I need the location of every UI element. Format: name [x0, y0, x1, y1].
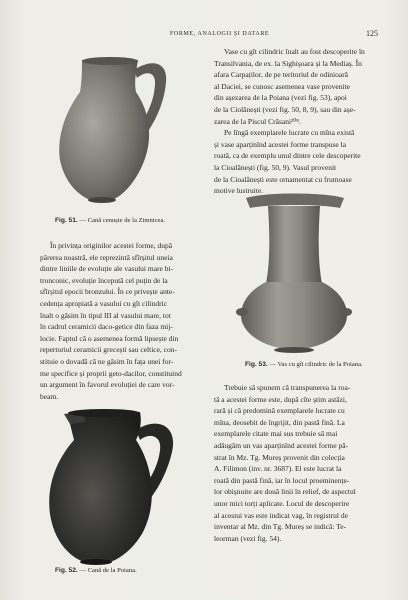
- text-line: dintre liniile de evoluție ale vasului mare bi-: [40, 264, 174, 274]
- gray-jug-image: [42, 48, 192, 208]
- text-line: motive lustruite.: [214, 186, 264, 196]
- figure-52-number: Fig. 52.: [55, 567, 78, 574]
- figure-53-caption: [245, 360, 375, 369]
- text-line: afara Carpaților, de pe teritoriul de odinioară: [214, 70, 349, 80]
- cylindrical-neck-vessel-image: [224, 188, 364, 356]
- text-line: exemplarele citate mai sus trebuie să mai: [214, 429, 338, 439]
- figure-52-photo: [40, 404, 188, 566]
- text-line: cedența apropiată a vasului cu gît cilindric: [40, 298, 168, 308]
- text-line: Pe lîngă exemplarele lucrate cu mîna există: [224, 128, 355, 138]
- text-line: de la Cioalănești este ornamentat cu frumoase: [214, 174, 352, 184]
- text-line: sfîrșitul epocii bronzului. În ce privește ante-: [40, 287, 175, 297]
- text-line: în cadrul ceramicii daco-getice din faza mij-: [40, 322, 173, 332]
- text-line: Trebuie să spunem că transpunerea la roa-: [224, 383, 351, 392]
- left-column-text: [40, 240, 204, 402]
- text-line: părerea noastră, ele reprezintă sfîrșitul uneia: [40, 252, 173, 262]
- dark-jug-image: [40, 404, 188, 566]
- text-line: beam.: [40, 391, 59, 401]
- text-line: rară și că predomină exemplarele lucrate cu: [214, 406, 345, 416]
- text-line: roată, ca de exemplu unul dintre cele descoperite: [214, 151, 361, 161]
- text-line: tă a acestei forme este, după cîte știm astăzi,: [214, 394, 347, 404]
- page-header: [40, 29, 378, 43]
- text-line: locie. Faptul că o asemenea formă lipsește din: [40, 333, 179, 343]
- figure-53-text: — Vas cu gît cilindric de la Poiana.: [269, 361, 363, 368]
- text-line: de la Ciolănești (vezi fig. 50, 8, 9), sau din așe-: [214, 104, 356, 114]
- text-line: adăugăm un vas aparținînd acestei forme pă-: [214, 440, 349, 450]
- text-line: înalt o găsim în tipul III al vasului mare, tot: [40, 310, 171, 320]
- text-line: Transilvania, de ex. la Sighișoara și la Mediaș. În: [214, 58, 362, 68]
- text-line: lor obișnuite are două linii în relief, de aspectul: [214, 487, 356, 497]
- text-line: zarea de la Piscul Crăsani²⁰⁸.: [214, 116, 301, 126]
- text-line: un argument în favorul evoluției de care vor-: [40, 380, 175, 390]
- text-line: strat în Mz. Tg. Mureș provenit din colecția: [214, 452, 345, 462]
- text-line: la Cioalănești (fig. 50, 9). Vasul provenit: [214, 162, 337, 172]
- figure-51-text: — Cană cenușie de la Zimnicea.: [79, 217, 166, 224]
- running-title: FORME, ANALOGII ȘI DATARE: [170, 31, 270, 37]
- figure-51-number: Fig. 51.: [55, 217, 78, 224]
- text-line: și vase aparținînd acestei forme transpuse la: [214, 139, 347, 149]
- text-line: inventar al Mz. din Tg. Mureș se indică: Te-: [214, 522, 347, 532]
- text-line: În privința originilor acestei forme, după: [50, 241, 173, 250]
- text-line: Vase cu gît cilindric înalt au fost descoperite în: [224, 47, 365, 56]
- figure-51-photo: [42, 48, 192, 208]
- text-line: roată din pastă fină, iar în locul proeminențe-: [214, 475, 350, 485]
- text-line: leorman (vezi fig. 54).: [214, 533, 282, 543]
- text-line: din așezarea de la Poiana (vezi fig. 53), apoi: [214, 93, 347, 103]
- figure-51-caption: [55, 216, 195, 225]
- text-line: stituie o dovadă că ne găsim în fața unei for-: [40, 356, 174, 366]
- figure-53-photo: [224, 188, 364, 356]
- right-column-text-top: [214, 46, 374, 197]
- right-column-text-bottom: [214, 382, 374, 544]
- text-line: tronconic, evoluție începută cel puțin de la: [40, 275, 168, 285]
- text-line: repertoriul ceramicii grecești sau celtice, con-: [40, 345, 178, 355]
- page-number: 125: [366, 29, 378, 38]
- figure-52-text: — Cană de la Poiana.: [79, 567, 137, 574]
- text-line: al Daciei, se cunosc asemenea vase provenite: [214, 81, 350, 91]
- text-line: al acestui vas este indicat vag, în registrul de: [214, 510, 348, 520]
- text-line: mîna, deosebit de îngrijit, din pastă fină. La: [214, 417, 345, 427]
- text-line: A. Filimon (inv. nr. 3687). El este lucrat la: [214, 464, 342, 474]
- figure-52-caption: [55, 566, 195, 575]
- figure-53-number: Fig. 53.: [245, 361, 268, 368]
- text-line: me specifice și proprii geto-dacilor, constituind: [40, 368, 182, 378]
- text-line: unor mici torți aplicate. Locul de descoperire: [214, 498, 350, 508]
